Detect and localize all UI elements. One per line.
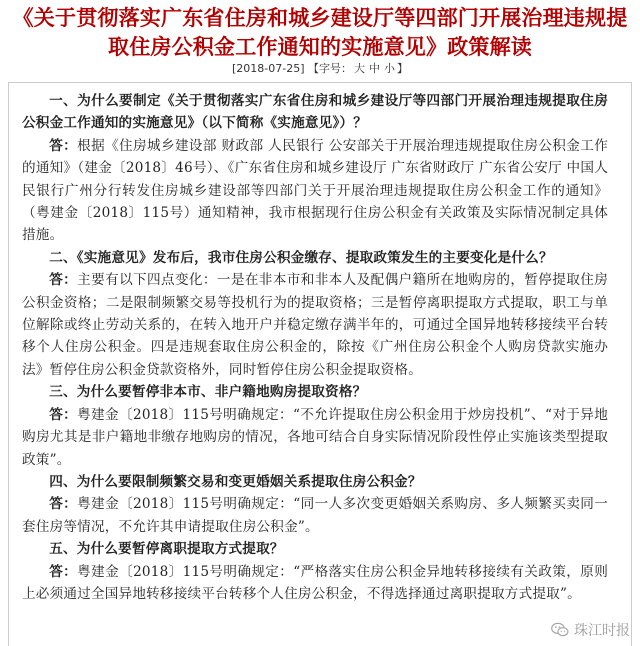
answer-label: 答： [49,563,78,580]
font-size-label: 【字号： [308,62,352,75]
answer-text: 根据《住房城乡建设部 财政部 人民银行 公安部关于开展治理违规提取住房公积金工作的通知》（建金〔2018〕46号）、《广东省住房和城乡建设厅 广东省财政厅 广东省公安厅 中国人民银行广州分行转发住房城乡建设部等四部门关于开展治理违规提取住房公积金工作的通知》（粤建金〔2018〕115号）通知精神，我市根据现行住房公积金有关政策及实际情况制定具体措施。 [22,137,608,244]
answer-label: 答： [49,496,78,513]
answer-2 [22,269,608,381]
question-5: 五、为什么要暂停离职提取方式提取？ [49,541,284,558]
font-size-close: 】 [397,62,408,75]
answer-label: 答： [49,137,78,154]
font-size-small-link[interactable]: 小 [384,62,395,75]
question-2: 二、《实施意见》发布后，我市住房公积金缴存、提取政策发生的主要变化是什么？ [49,249,553,266]
answer-label: 答： [49,406,78,423]
answer-label: 答： [49,272,78,289]
publish-date: [2018-07-25] [231,62,305,75]
article-body [22,90,608,605]
answer-text: 粤建金〔2018〕115号明确规定：“同一人多次变更婚姻关系购房、多人频繁买卖同一套住房等情况，不允许其申请提取住房公积金”。 [22,496,608,535]
font-size-medium-link[interactable]: 中 [369,62,380,75]
question-1: 一、为什么要制定《关于贯彻落实广东省住房和城乡建设厅等四部门开展治理违规提取住房公积金工作通知的实施意见》（以下简称《实施意见》）？ [22,93,608,132]
answer-text: 粤建金〔2018〕115号明确规定：“不允许提取住房公积金用于炒房投机”、“对于异地购房尤其是非户籍地非缴存地购房的情况，各地可结合自身实际情况阶段性停止实施该类型提取政策”。 [22,406,608,468]
answer-4 [22,493,608,538]
wechat-icon [550,620,570,640]
answer-3 [22,404,608,471]
question-4: 四、为什么要限制频繁交易和变更婚姻关系提取住房公积金？ [49,473,422,490]
article-meta [0,62,640,76]
answer-1 [22,135,608,247]
question-3: 三、为什么要暂停非本市、非户籍地购房提取资格？ [49,384,367,401]
page-title: 《关于贯彻落实广东省住房和城乡建设厅等四部门开展治理违规提取住房公积金工作通知的实施意见》政策解读 [12,6,628,59]
source-watermark [550,620,630,640]
answer-5 [22,561,608,606]
font-size-large-link[interactable]: 大 [354,62,365,75]
watermark-text: 珠江时报 [574,623,630,639]
answer-text: 粤建金〔2018〕115号明确规定：“严格落实住房公积金异地转移接续有关政策，原则上必须通过全国异地转移接续平台转移个人住房公积金，不得选择通过离职提取方式提取”。 [22,563,608,602]
font-size-selector [308,62,408,75]
answer-text: 主要有以下四点变化：一是在非本市和非本人及配偶户籍所在地购房的，暂停提取住房公积金资格；二是限制频繁交易等投机行为的提取资格；三是暂停离职提取方式提取，职工与单位解除或终止劳动关系的，在转入地开户并稳定缴存满半年的，可通过全国异地转移接续平台转移个人住房公积金。四是违规套取住房公积金的，除按《广州住房公积金个人购房贷款实施办法》暂停住房公积金贷款资格外，同时暂停住房公积金提取资格。 [22,272,608,378]
